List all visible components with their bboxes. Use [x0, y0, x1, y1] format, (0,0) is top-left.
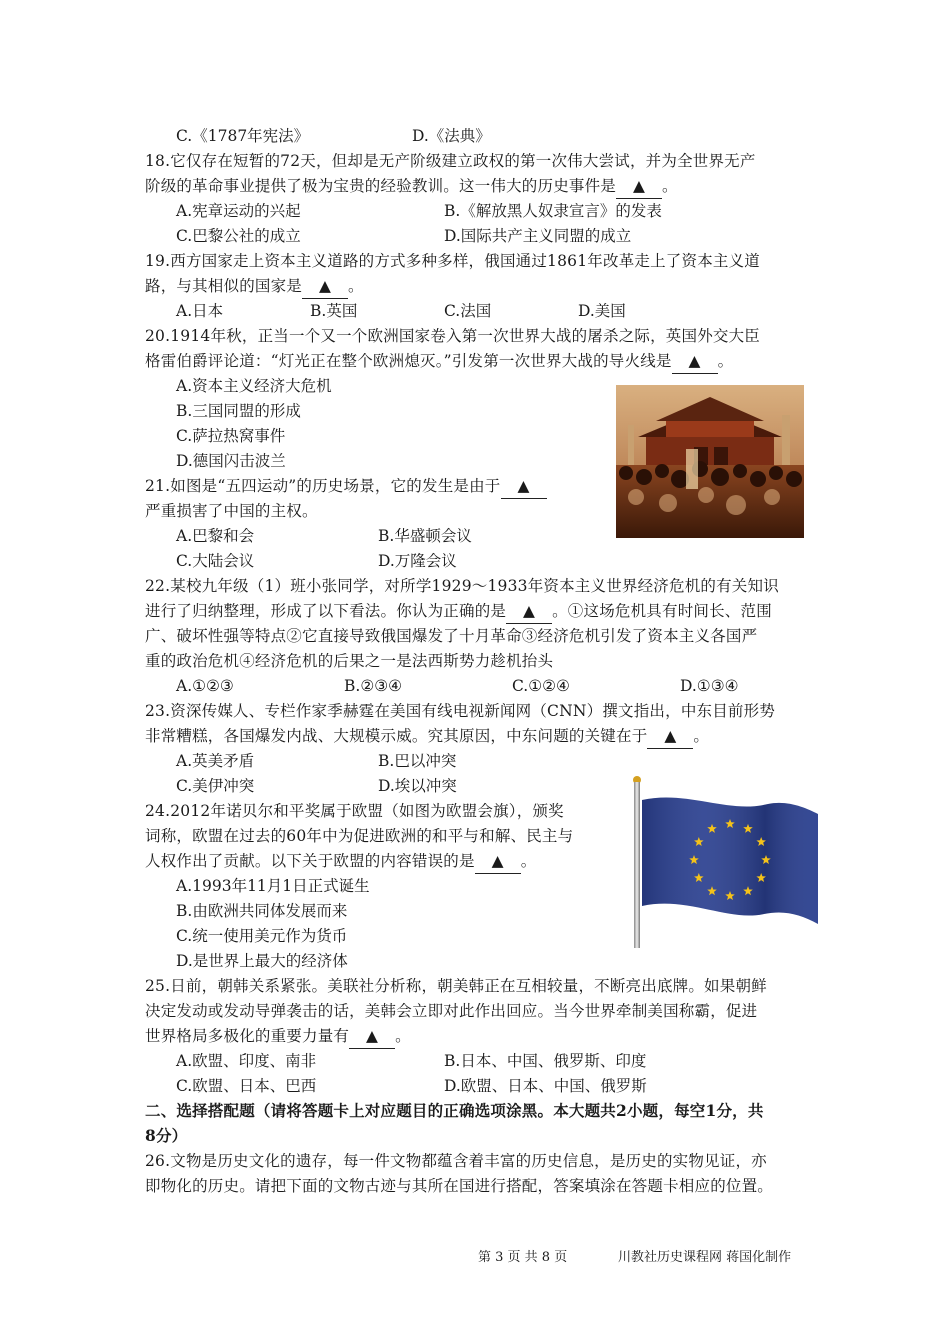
q18-option-b: B.《解放黑人奴隶宣言》的发表: [444, 202, 662, 220]
section-heading-line1: 二、选择搭配题（请将答题卡上对应题目的正确选项涂黑。本大题共2小题，每空1分，共: [145, 1101, 764, 1120]
q17-option-c: C.《1787年宪法》: [176, 127, 310, 145]
answer-blank: ▲: [506, 599, 552, 624]
q18-stem-line1: 18.它仅存在短暂的72天，但却是无产阶级建立政权的第一次伟大尝试，并为全世界无产: [145, 152, 756, 170]
q23-stem-line2: 非常糟糕，各国爆发内战、大规模示威。究其原因，中东问题的关键在于 ▲ 。: [145, 724, 709, 749]
q22-option-d: D.①③④: [680, 677, 739, 695]
q25-option-c: C.欧盟、日本、巴西: [176, 1077, 317, 1095]
q24-option-b: B.由欧洲共同体发展而来: [176, 902, 348, 920]
answer-blank: ▲: [349, 1024, 395, 1049]
q23-stem-line1: 23.资深传媒人、专栏作家季赫霆在美国有线电视新闻网（CNN）撰文指出，中东目前形势: [145, 702, 776, 720]
q20-option-d: D.德国闪击波兰: [176, 452, 286, 470]
q19-stem-line1: 19.西方国家走上资本主义道路的方式多种多样，俄国通过1861年改革走上了资本主义道: [145, 252, 760, 270]
eu-flag-picture: [628, 774, 824, 948]
q26-stem-line1: 26.文物是历史文化的遗存，每一件文物都蕴含着丰富的历史信息，是历史的实物见证，亦: [145, 1152, 767, 1170]
q20-option-b: B.三国同盟的形成: [176, 402, 301, 420]
q21-option-b: B.华盛顿会议: [378, 527, 472, 545]
q24-stem-line3: 人权作出了贡献。以下关于欧盟的内容错误的是 ▲ 。: [145, 849, 536, 874]
q24-option-c: C.统一使用美元作为货币: [176, 927, 348, 945]
q22-option-c: C.①②④: [512, 677, 570, 695]
q22-stem-line1: 22.某校九年级（1）班小张同学，对所学1929～1933年资本主义世界经济危机的有关知识: [145, 577, 779, 595]
q24-stem-line2: 词称，欧盟在过去的60年中为促进欧洲的和平与和解、民主与: [145, 827, 574, 845]
answer-blank: ▲: [475, 849, 521, 874]
answer-blank: ▲: [672, 349, 718, 374]
q25-option-a: A.欧盟、印度、南非: [176, 1052, 317, 1070]
q23-option-a: A.英美矛盾: [176, 752, 255, 770]
q19-stem-line2: 路，与其相似的国家是 ▲ 。: [145, 274, 364, 299]
q20-option-c: C.萨拉热窝事件: [176, 427, 286, 445]
q23-option-c: C.美伊冲突: [176, 777, 255, 795]
q21-option-c: C.大陆会议: [176, 552, 255, 570]
q18-option-d: D.国际共产主义同盟的成立: [444, 227, 632, 245]
q21-stem-line1: 21.如图是“五四运动”的历史场景，它的发生是由于 ▲: [145, 474, 547, 499]
q22-option-a: A.①②③: [176, 677, 234, 695]
q22-stem-line2: 进行了归纳整理，形成了以下看法。你认为正确的是 ▲ 。①这场危机具有时间长、范围: [145, 599, 772, 624]
q19-option-c: C.法国: [444, 302, 492, 320]
q22-stem-line3: 广、破坏性强等特点②它直接导致俄国爆发了十月革命③经济危机引发了资本主义各国严: [145, 627, 758, 645]
q21-option-d: D.万隆会议: [378, 552, 457, 570]
may-fourth-movement-photo: [616, 385, 804, 538]
q24-option-d: D.是世界上最大的经济体: [176, 952, 348, 970]
q18-option-a: A.宪章运动的兴起: [176, 202, 301, 220]
q21-option-a: A.巴黎和会: [176, 527, 255, 545]
q20-option-a: A.资本主义经济大危机: [176, 377, 332, 395]
q23-option-b: B.巴以冲突: [378, 752, 457, 770]
q18-stem-line2: 阶级的革命事业提供了极为宝贵的经验教训。这一伟大的历史事件是 ▲ 。: [145, 174, 678, 199]
q25-option-d: D.欧盟、日本、中国、俄罗斯: [444, 1077, 647, 1095]
q21-stem-line2: 严重损害了中国的主权。: [145, 502, 318, 520]
q20-stem-line1: 20.1914年秋，正当一个又一个欧洲国家卷入第一次世界大战的屠杀之际，英国外交大臣: [145, 327, 760, 345]
q20-stem-line2: 格雷伯爵评论道：“灯光正在整个欧洲熄灭。”引发第一次世界大战的导火线是 ▲ 。: [145, 349, 733, 374]
q25-stem-line1: 25.日前，朝韩关系紧张。美联社分析称，朝美韩正在互相较量，不断亮出底牌。如果朝鲜: [145, 977, 767, 995]
answer-blank: ▲: [647, 724, 693, 749]
q23-option-d: D.埃以冲突: [378, 777, 457, 795]
q25-option-b: B.日本、中国、俄罗斯、印度: [444, 1052, 647, 1070]
q22-option-b: B.②③④: [344, 677, 403, 695]
q18-option-c: C.巴黎公社的成立: [176, 227, 301, 245]
q19-option-b: B.英国: [310, 302, 358, 320]
q19-option-d: D.美国: [578, 302, 626, 320]
q17-option-d: D.《法典》: [412, 127, 491, 145]
footer-credit: 川教社历史课程网 蒋国化制作: [618, 1250, 792, 1265]
answer-blank: ▲: [616, 174, 662, 199]
answer-blank: ▲: [501, 474, 547, 499]
q25-stem-line2: 决定发动或发动导弹袭击的话，美韩会立即对此作出回应。当今世界牵制美国称霸，促进: [145, 1002, 758, 1020]
q26-stem-line2: 即物化的历史。请把下面的文物古迹与其所在国进行搭配，答案填涂在答题卡相应的位置。: [145, 1177, 774, 1195]
answer-blank: ▲: [302, 274, 348, 299]
q25-stem-line3: 世界格局多极化的重要力量有 ▲ 。: [145, 1024, 411, 1049]
q24-stem-line1: 24.2012年诺贝尔和平奖属于欧盟（如图为欧盟会旗），颁奖: [145, 802, 564, 820]
q22-stem-line4: 重的政治危机④经济危机的后果之一是法西斯势力趁机抬头: [145, 652, 554, 670]
q19-option-a: A.日本: [176, 302, 224, 320]
q24-option-a: A.1993年11月1日正式诞生: [176, 877, 370, 895]
page-number: 第 3 页 共 8 页: [478, 1250, 568, 1265]
section-heading-line2: 8分）: [145, 1126, 188, 1145]
